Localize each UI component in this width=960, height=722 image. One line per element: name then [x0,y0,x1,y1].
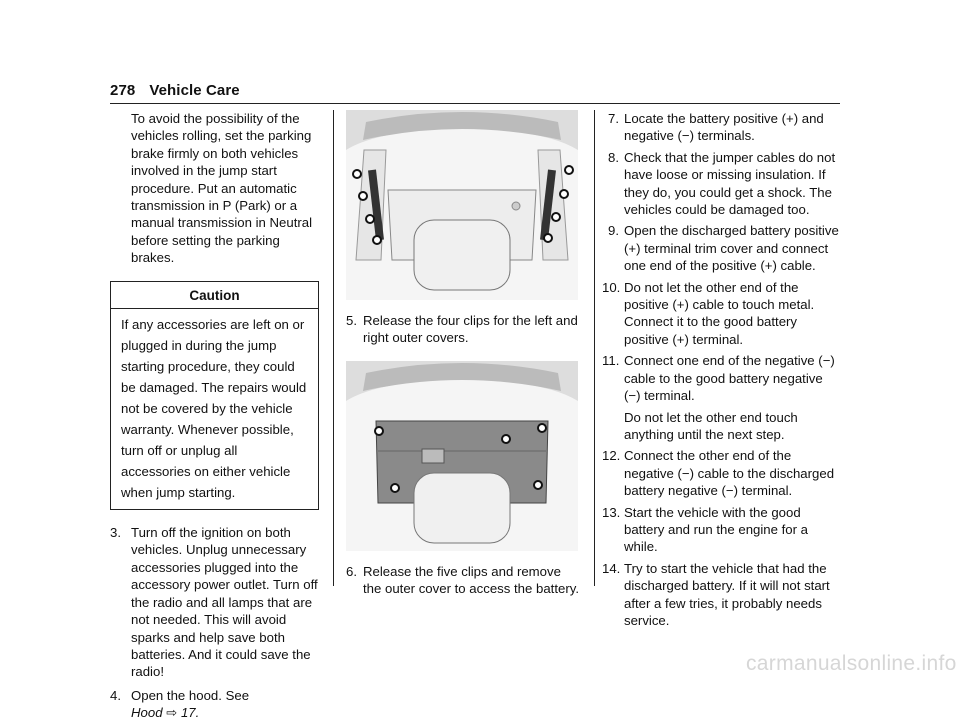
step-number: 3. [110,525,121,541]
step-12 [602,447,840,499]
step-text: Start the vehicle with the good battery and run the engine for a while. [624,504,809,555]
caution-text: If any accessories are left on or plugged in during the jump starting procedure, they could be damaged. The repairs would not be covered by the vehicle warranty. Whenever possible, turn off or unplug all accessories on either vehicle when jump starting. [121,317,307,501]
step-note: Do not let the other end touch anything until the next step. [624,409,798,442]
step-number: 7. [608,111,619,126]
page-header [110,82,240,99]
step-4 [110,687,319,722]
page-number: 278 [110,82,136,99]
caution-box [110,281,319,510]
step-number: 11. [602,353,620,369]
step-number: 14. [602,560,621,576]
step-10 [602,279,840,349]
step-text: Release the five clips and remove the outer cover to access the battery. [363,563,579,597]
step-14 [602,560,840,630]
step-13 [602,504,840,556]
step-text: Check that the jumper cables do not have loose or missing insulation. If they do, you could get a shock. The vehicles could be damaged too. [624,149,836,218]
step-text: Connect one end of the negative (−) cable to the good battery negative (−) terminal. [624,353,835,404]
step-number: 6. [346,563,357,579]
step-number: 4. [110,687,121,703]
step-9 [606,222,840,274]
step-11 [602,352,840,443]
step-text-container [624,352,840,443]
step-6 [346,563,580,598]
column-divider-1 [333,110,334,586]
step-text: Try to start the vehicle that had the discharged battery. If it will not start after a few tries, it probably needs service. [624,560,830,628]
step-text: Do not let the other end of the positive (+) cable to touch metal. Connect it to the good battery positive (+) terminal. [624,279,815,347]
column-2 [346,110,580,598]
step-text: Connect the other end of the negative (−) cable to the discharged battery negative (−) terminal. [624,448,835,499]
step-number: 8. [608,149,619,165]
step-8 [606,149,840,219]
step-number: 12. [602,448,621,464]
caution-title: Caution [111,282,318,309]
hood-cover-clips-illustration [346,110,578,300]
step-number: 5. [346,313,357,328]
column-1 [110,110,319,722]
hood-reference-link[interactable]: Hood [131,705,163,721]
reference-page[interactable]: 17. [180,705,200,721]
step-number: 10. [602,279,621,295]
page-ref-arrow-icon: ⇨ [166,705,178,721]
step-7 [606,110,840,145]
watermark: carmanualsonline.info [746,652,957,675]
intro-paragraph: To avoid the possibility of the vehicles rolling, set the parking brake firmly on both vehicles involved in the jump start procedure. Put an automatic transmission in P (Park) or a manual transmission in Neutral before setting the parking brakes. [131,111,313,266]
step-text: Locate the battery positive (+) and negative (−) terminals. [624,111,824,144]
column-3 [602,110,840,629]
step-number: 9. [608,223,619,239]
step-text: Open the discharged battery positive (+) terminal trim cover and connect one end of the positive (+) cable. [624,223,839,274]
step-3 [110,524,319,681]
header-rule [110,103,840,104]
step-number: 13. [602,504,621,520]
step-text: Turn off the ignition on both vehicles. Unplug unnecessary accessories plugged into the accessory power outlet. Turn off the radio and all lamps that are not needed. This will avoid sparks and help save both batteries. And it could save the radio! [131,525,318,680]
outer-cover-clips-illustration [346,361,578,551]
column-divider-2 [594,110,595,586]
step-text-container [131,687,319,722]
step-text: Release the four clips for the left and right outer covers. [363,313,578,346]
step-text: Open the hood. See [131,687,250,703]
step-5 [346,312,580,347]
section-title: Vehicle Care [149,82,240,99]
